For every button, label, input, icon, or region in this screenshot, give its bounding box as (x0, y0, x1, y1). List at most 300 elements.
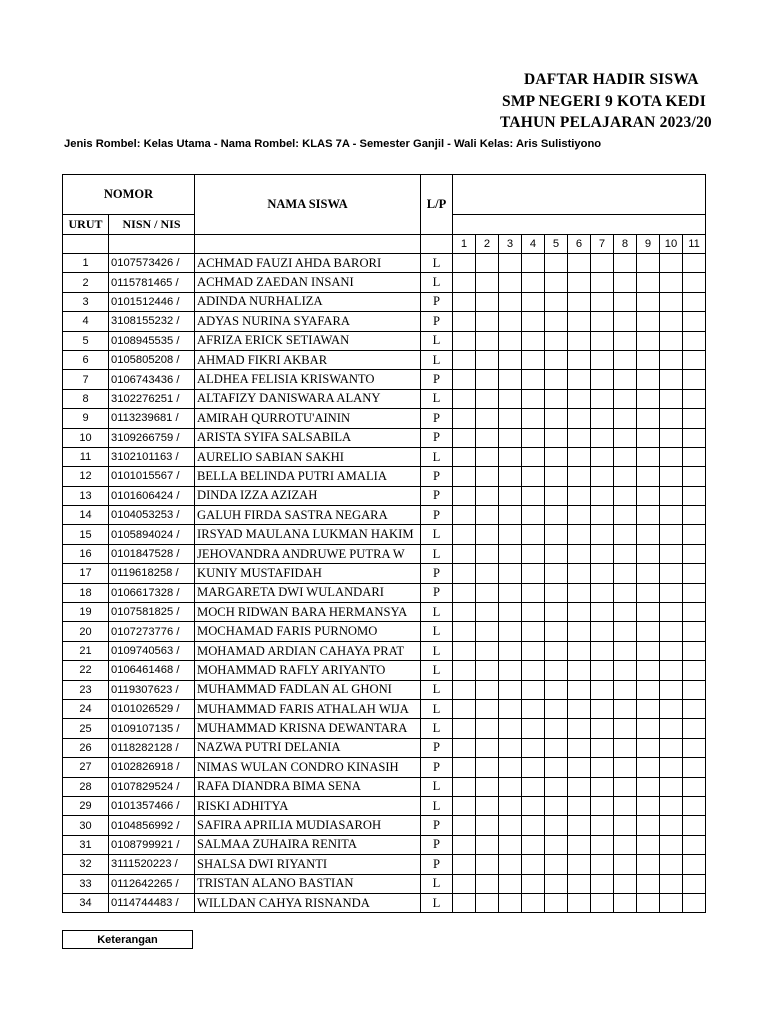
attendance-cell[interactable] (476, 312, 499, 331)
attendance-cell[interactable] (545, 525, 568, 544)
attendance-cell[interactable] (637, 893, 660, 912)
attendance-cell[interactable] (476, 661, 499, 680)
attendance-cell[interactable] (499, 777, 522, 796)
attendance-cell[interactable] (545, 603, 568, 622)
attendance-cell[interactable] (453, 506, 476, 525)
attendance-cell[interactable] (637, 641, 660, 660)
attendance-cell[interactable] (683, 603, 706, 622)
attendance-cell[interactable] (522, 447, 545, 466)
attendance-cell[interactable] (614, 292, 637, 311)
attendance-cell[interactable] (660, 874, 683, 893)
attendance-cell[interactable] (476, 893, 499, 912)
attendance-cell[interactable] (591, 777, 614, 796)
attendance-cell[interactable] (591, 389, 614, 408)
attendance-cell[interactable] (683, 292, 706, 311)
attendance-cell[interactable] (568, 680, 591, 699)
attendance-cell[interactable] (568, 370, 591, 389)
attendance-cell[interactable] (637, 486, 660, 505)
attendance-cell[interactable] (660, 428, 683, 447)
attendance-cell[interactable] (568, 719, 591, 738)
attendance-cell[interactable] (591, 447, 614, 466)
attendance-cell[interactable] (499, 796, 522, 815)
attendance-cell[interactable] (499, 583, 522, 602)
attendance-cell[interactable] (499, 893, 522, 912)
attendance-cell[interactable] (499, 544, 522, 563)
attendance-cell[interactable] (660, 719, 683, 738)
attendance-cell[interactable] (522, 350, 545, 369)
attendance-cell[interactable] (499, 738, 522, 757)
attendance-cell[interactable] (522, 273, 545, 292)
attendance-cell[interactable] (614, 331, 637, 350)
attendance-cell[interactable] (522, 254, 545, 273)
attendance-cell[interactable] (637, 370, 660, 389)
attendance-cell[interactable] (683, 564, 706, 583)
attendance-cell[interactable] (614, 506, 637, 525)
attendance-cell[interactable] (660, 893, 683, 912)
attendance-cell[interactable] (545, 699, 568, 718)
attendance-cell[interactable] (568, 758, 591, 777)
attendance-cell[interactable] (683, 331, 706, 350)
attendance-cell[interactable] (683, 409, 706, 428)
attendance-cell[interactable] (499, 622, 522, 641)
attendance-cell[interactable] (476, 467, 499, 486)
attendance-cell[interactable] (614, 622, 637, 641)
attendance-cell[interactable] (522, 409, 545, 428)
attendance-cell[interactable] (637, 603, 660, 622)
attendance-cell[interactable] (476, 389, 499, 408)
attendance-cell[interactable] (545, 622, 568, 641)
attendance-cell[interactable] (499, 525, 522, 544)
attendance-cell[interactable] (453, 525, 476, 544)
attendance-cell[interactable] (476, 350, 499, 369)
attendance-cell[interactable] (683, 641, 706, 660)
attendance-cell[interactable] (637, 738, 660, 757)
attendance-cell[interactable] (683, 467, 706, 486)
attendance-cell[interactable] (568, 661, 591, 680)
attendance-cell[interactable] (545, 350, 568, 369)
attendance-cell[interactable] (499, 680, 522, 699)
attendance-cell[interactable] (476, 680, 499, 699)
attendance-cell[interactable] (522, 603, 545, 622)
attendance-cell[interactable] (637, 273, 660, 292)
attendance-cell[interactable] (637, 525, 660, 544)
attendance-cell[interactable] (660, 699, 683, 718)
attendance-cell[interactable] (591, 428, 614, 447)
attendance-cell[interactable] (568, 816, 591, 835)
attendance-cell[interactable] (453, 622, 476, 641)
attendance-cell[interactable] (614, 796, 637, 815)
attendance-cell[interactable] (522, 874, 545, 893)
attendance-cell[interactable] (637, 855, 660, 874)
attendance-cell[interactable] (522, 738, 545, 757)
attendance-cell[interactable] (591, 874, 614, 893)
attendance-cell[interactable] (476, 273, 499, 292)
attendance-cell[interactable] (522, 680, 545, 699)
attendance-cell[interactable] (591, 312, 614, 331)
attendance-cell[interactable] (499, 816, 522, 835)
attendance-cell[interactable] (683, 874, 706, 893)
attendance-cell[interactable] (545, 389, 568, 408)
attendance-cell[interactable] (522, 777, 545, 796)
attendance-cell[interactable] (545, 447, 568, 466)
attendance-cell[interactable] (453, 273, 476, 292)
attendance-cell[interactable] (453, 292, 476, 311)
attendance-cell[interactable] (453, 254, 476, 273)
attendance-cell[interactable] (568, 428, 591, 447)
attendance-cell[interactable] (683, 855, 706, 874)
attendance-cell[interactable] (476, 816, 499, 835)
attendance-cell[interactable] (522, 699, 545, 718)
attendance-cell[interactable] (453, 874, 476, 893)
attendance-cell[interactable] (614, 254, 637, 273)
attendance-cell[interactable] (614, 603, 637, 622)
attendance-cell[interactable] (683, 738, 706, 757)
attendance-cell[interactable] (683, 273, 706, 292)
attendance-cell[interactable] (522, 428, 545, 447)
attendance-cell[interactable] (637, 622, 660, 641)
attendance-cell[interactable] (499, 273, 522, 292)
attendance-cell[interactable] (476, 622, 499, 641)
attendance-cell[interactable] (499, 292, 522, 311)
attendance-cell[interactable] (637, 254, 660, 273)
attendance-cell[interactable] (591, 719, 614, 738)
attendance-cell[interactable] (591, 273, 614, 292)
attendance-cell[interactable] (522, 893, 545, 912)
attendance-cell[interactable] (614, 680, 637, 699)
attendance-cell[interactable] (499, 758, 522, 777)
attendance-cell[interactable] (499, 661, 522, 680)
attendance-cell[interactable] (545, 835, 568, 854)
attendance-cell[interactable] (614, 816, 637, 835)
attendance-cell[interactable] (522, 486, 545, 505)
attendance-cell[interactable] (637, 409, 660, 428)
attendance-cell[interactable] (660, 525, 683, 544)
attendance-cell[interactable] (614, 350, 637, 369)
attendance-cell[interactable] (568, 467, 591, 486)
attendance-cell[interactable] (660, 738, 683, 757)
attendance-cell[interactable] (660, 816, 683, 835)
attendance-cell[interactable] (614, 544, 637, 563)
attendance-cell[interactable] (545, 777, 568, 796)
attendance-cell[interactable] (614, 428, 637, 447)
attendance-cell[interactable] (476, 835, 499, 854)
attendance-cell[interactable] (453, 796, 476, 815)
attendance-cell[interactable] (453, 447, 476, 466)
attendance-cell[interactable] (453, 544, 476, 563)
attendance-cell[interactable] (453, 350, 476, 369)
attendance-cell[interactable] (683, 312, 706, 331)
attendance-cell[interactable] (614, 719, 637, 738)
attendance-cell[interactable] (683, 661, 706, 680)
attendance-cell[interactable] (499, 350, 522, 369)
attendance-cell[interactable] (499, 447, 522, 466)
attendance-cell[interactable] (637, 331, 660, 350)
attendance-cell[interactable] (522, 641, 545, 660)
attendance-cell[interactable] (499, 312, 522, 331)
attendance-cell[interactable] (568, 486, 591, 505)
attendance-cell[interactable] (660, 622, 683, 641)
attendance-cell[interactable] (453, 719, 476, 738)
attendance-cell[interactable] (568, 738, 591, 757)
attendance-cell[interactable] (476, 370, 499, 389)
attendance-cell[interactable] (637, 292, 660, 311)
attendance-cell[interactable] (614, 835, 637, 854)
attendance-cell[interactable] (545, 428, 568, 447)
attendance-cell[interactable] (614, 738, 637, 757)
attendance-cell[interactable] (591, 661, 614, 680)
attendance-cell[interactable] (476, 254, 499, 273)
attendance-cell[interactable] (476, 758, 499, 777)
attendance-cell[interactable] (499, 254, 522, 273)
attendance-cell[interactable] (499, 370, 522, 389)
attendance-cell[interactable] (476, 525, 499, 544)
attendance-cell[interactable] (614, 409, 637, 428)
attendance-cell[interactable] (522, 835, 545, 854)
attendance-cell[interactable] (522, 661, 545, 680)
attendance-cell[interactable] (499, 486, 522, 505)
attendance-cell[interactable] (660, 583, 683, 602)
attendance-cell[interactable] (499, 603, 522, 622)
attendance-cell[interactable] (591, 583, 614, 602)
attendance-cell[interactable] (683, 893, 706, 912)
attendance-cell[interactable] (614, 389, 637, 408)
attendance-cell[interactable] (683, 796, 706, 815)
attendance-cell[interactable] (476, 409, 499, 428)
attendance-cell[interactable] (660, 680, 683, 699)
attendance-cell[interactable] (637, 661, 660, 680)
attendance-cell[interactable] (660, 273, 683, 292)
attendance-cell[interactable] (660, 855, 683, 874)
attendance-cell[interactable] (453, 389, 476, 408)
attendance-cell[interactable] (683, 699, 706, 718)
attendance-cell[interactable] (591, 893, 614, 912)
attendance-cell[interactable] (568, 699, 591, 718)
attendance-cell[interactable] (637, 777, 660, 796)
attendance-cell[interactable] (637, 816, 660, 835)
attendance-cell[interactable] (545, 544, 568, 563)
attendance-cell[interactable] (499, 699, 522, 718)
attendance-cell[interactable] (522, 855, 545, 874)
attendance-cell[interactable] (637, 467, 660, 486)
attendance-cell[interactable] (591, 816, 614, 835)
attendance-cell[interactable] (522, 758, 545, 777)
attendance-cell[interactable] (637, 506, 660, 525)
attendance-cell[interactable] (591, 855, 614, 874)
attendance-cell[interactable] (614, 273, 637, 292)
attendance-cell[interactable] (568, 312, 591, 331)
attendance-cell[interactable] (545, 874, 568, 893)
attendance-cell[interactable] (522, 312, 545, 331)
attendance-cell[interactable] (683, 583, 706, 602)
attendance-cell[interactable] (568, 350, 591, 369)
attendance-cell[interactable] (683, 680, 706, 699)
attendance-cell[interactable] (637, 564, 660, 583)
attendance-cell[interactable] (568, 622, 591, 641)
attendance-cell[interactable] (476, 428, 499, 447)
attendance-cell[interactable] (660, 661, 683, 680)
attendance-cell[interactable] (568, 641, 591, 660)
attendance-cell[interactable] (545, 680, 568, 699)
attendance-cell[interactable] (614, 893, 637, 912)
attendance-cell[interactable] (614, 874, 637, 893)
attendance-cell[interactable] (591, 796, 614, 815)
attendance-cell[interactable] (522, 389, 545, 408)
attendance-cell[interactable] (476, 699, 499, 718)
attendance-cell[interactable] (476, 603, 499, 622)
attendance-cell[interactable] (660, 796, 683, 815)
attendance-cell[interactable] (637, 796, 660, 815)
attendance-cell[interactable] (545, 893, 568, 912)
attendance-cell[interactable] (568, 525, 591, 544)
attendance-cell[interactable] (683, 544, 706, 563)
attendance-cell[interactable] (660, 777, 683, 796)
attendance-cell[interactable] (545, 292, 568, 311)
attendance-cell[interactable] (660, 835, 683, 854)
attendance-cell[interactable] (522, 506, 545, 525)
attendance-cell[interactable] (476, 641, 499, 660)
attendance-cell[interactable] (453, 370, 476, 389)
attendance-cell[interactable] (476, 583, 499, 602)
attendance-cell[interactable] (499, 719, 522, 738)
attendance-cell[interactable] (660, 447, 683, 466)
attendance-cell[interactable] (591, 486, 614, 505)
attendance-cell[interactable] (660, 564, 683, 583)
attendance-cell[interactable] (591, 254, 614, 273)
attendance-cell[interactable] (453, 855, 476, 874)
attendance-cell[interactable] (683, 506, 706, 525)
attendance-cell[interactable] (683, 835, 706, 854)
attendance-cell[interactable] (522, 544, 545, 563)
attendance-cell[interactable] (637, 428, 660, 447)
attendance-cell[interactable] (522, 622, 545, 641)
attendance-cell[interactable] (545, 564, 568, 583)
attendance-cell[interactable] (591, 409, 614, 428)
attendance-cell[interactable] (476, 796, 499, 815)
attendance-cell[interactable] (614, 467, 637, 486)
attendance-cell[interactable] (637, 447, 660, 466)
attendance-cell[interactable] (683, 389, 706, 408)
attendance-cell[interactable] (522, 467, 545, 486)
attendance-cell[interactable] (545, 855, 568, 874)
attendance-cell[interactable] (499, 506, 522, 525)
attendance-cell[interactable] (591, 525, 614, 544)
attendance-cell[interactable] (683, 486, 706, 505)
attendance-cell[interactable] (545, 796, 568, 815)
attendance-cell[interactable] (453, 641, 476, 660)
attendance-cell[interactable] (660, 292, 683, 311)
attendance-cell[interactable] (545, 583, 568, 602)
attendance-cell[interactable] (614, 564, 637, 583)
attendance-cell[interactable] (568, 835, 591, 854)
attendance-cell[interactable] (614, 855, 637, 874)
attendance-cell[interactable] (614, 447, 637, 466)
attendance-cell[interactable] (683, 525, 706, 544)
attendance-cell[interactable] (591, 467, 614, 486)
attendance-cell[interactable] (568, 447, 591, 466)
attendance-cell[interactable] (614, 699, 637, 718)
attendance-cell[interactable] (453, 835, 476, 854)
attendance-cell[interactable] (591, 758, 614, 777)
attendance-cell[interactable] (545, 409, 568, 428)
attendance-cell[interactable] (683, 428, 706, 447)
attendance-cell[interactable] (683, 370, 706, 389)
attendance-cell[interactable] (637, 680, 660, 699)
attendance-cell[interactable] (499, 564, 522, 583)
attendance-cell[interactable] (499, 428, 522, 447)
attendance-cell[interactable] (660, 603, 683, 622)
attendance-cell[interactable] (637, 312, 660, 331)
attendance-cell[interactable] (568, 796, 591, 815)
attendance-cell[interactable] (476, 855, 499, 874)
attendance-cell[interactable] (660, 409, 683, 428)
attendance-cell[interactable] (522, 583, 545, 602)
attendance-cell[interactable] (568, 893, 591, 912)
attendance-cell[interactable] (453, 699, 476, 718)
attendance-cell[interactable] (545, 661, 568, 680)
attendance-cell[interactable] (545, 738, 568, 757)
attendance-cell[interactable] (614, 583, 637, 602)
attendance-cell[interactable] (476, 564, 499, 583)
attendance-cell[interactable] (453, 816, 476, 835)
attendance-cell[interactable] (453, 331, 476, 350)
attendance-cell[interactable] (591, 331, 614, 350)
attendance-cell[interactable] (522, 719, 545, 738)
attendance-cell[interactable] (453, 312, 476, 331)
attendance-cell[interactable] (545, 312, 568, 331)
attendance-cell[interactable] (568, 506, 591, 525)
attendance-cell[interactable] (545, 486, 568, 505)
attendance-cell[interactable] (522, 564, 545, 583)
attendance-cell[interactable] (545, 273, 568, 292)
attendance-cell[interactable] (522, 796, 545, 815)
attendance-cell[interactable] (499, 331, 522, 350)
attendance-cell[interactable] (683, 758, 706, 777)
attendance-cell[interactable] (568, 874, 591, 893)
attendance-cell[interactable] (683, 254, 706, 273)
attendance-cell[interactable] (499, 855, 522, 874)
attendance-cell[interactable] (591, 292, 614, 311)
attendance-cell[interactable] (476, 544, 499, 563)
attendance-cell[interactable] (522, 292, 545, 311)
attendance-cell[interactable] (568, 331, 591, 350)
attendance-cell[interactable] (545, 370, 568, 389)
attendance-cell[interactable] (545, 758, 568, 777)
attendance-cell[interactable] (522, 816, 545, 835)
attendance-cell[interactable] (568, 389, 591, 408)
attendance-cell[interactable] (568, 564, 591, 583)
attendance-cell[interactable] (637, 350, 660, 369)
attendance-cell[interactable] (614, 370, 637, 389)
attendance-cell[interactable] (591, 370, 614, 389)
attendance-cell[interactable] (637, 699, 660, 718)
attendance-cell[interactable] (568, 292, 591, 311)
attendance-cell[interactable] (614, 486, 637, 505)
attendance-cell[interactable] (476, 331, 499, 350)
attendance-cell[interactable] (591, 350, 614, 369)
attendance-cell[interactable] (499, 467, 522, 486)
attendance-cell[interactable] (476, 777, 499, 796)
attendance-cell[interactable] (683, 447, 706, 466)
attendance-cell[interactable] (637, 874, 660, 893)
attendance-cell[interactable] (660, 486, 683, 505)
attendance-cell[interactable] (637, 389, 660, 408)
attendance-cell[interactable] (545, 331, 568, 350)
attendance-cell[interactable] (499, 874, 522, 893)
attendance-cell[interactable] (545, 506, 568, 525)
attendance-cell[interactable] (476, 486, 499, 505)
attendance-cell[interactable] (660, 370, 683, 389)
attendance-cell[interactable] (545, 254, 568, 273)
